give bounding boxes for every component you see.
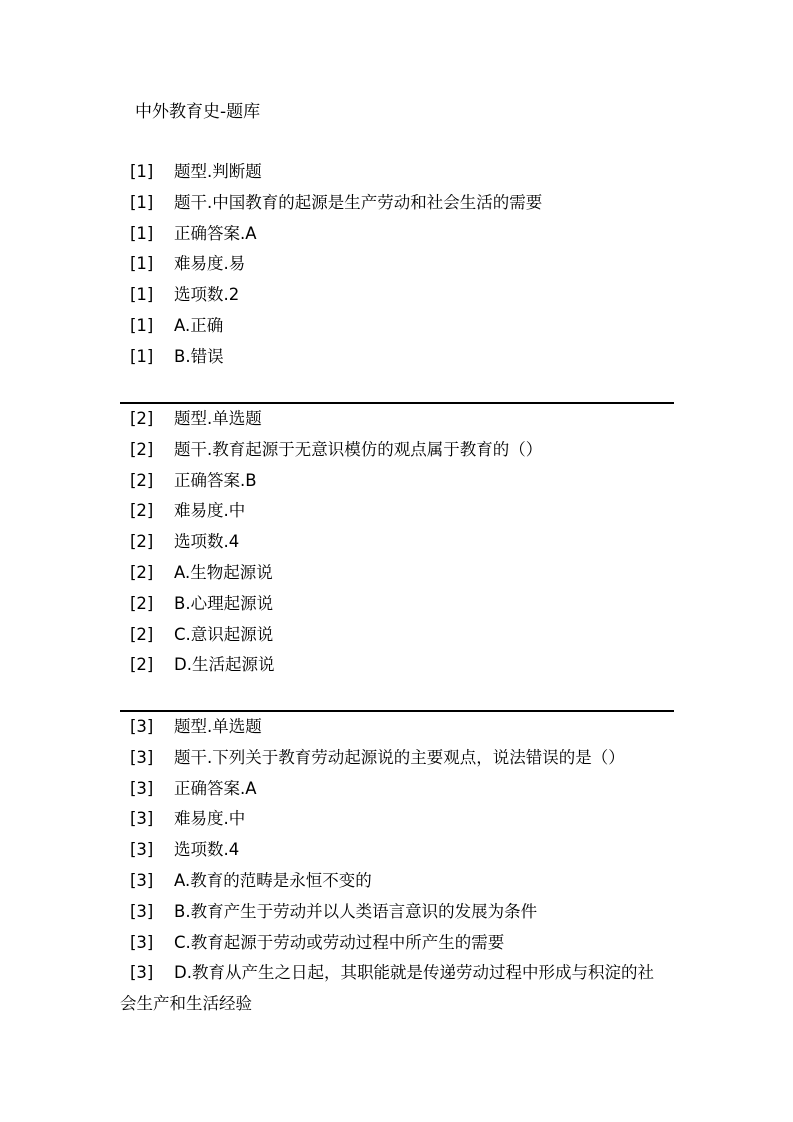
- question-number: [2]: [130, 532, 154, 552]
- question-line: [120, 435, 675, 466]
- question-number: [2]: [130, 470, 154, 490]
- question-number: [1]: [130, 285, 154, 305]
- question-type: 题型.单选题: [174, 717, 262, 736]
- question-line: [120, 774, 675, 805]
- question-option-count: 选项数.2: [174, 285, 240, 305]
- question-option-b: B.错误: [174, 346, 224, 366]
- question-line: [120, 280, 675, 311]
- question-number: [2]: [130, 593, 154, 613]
- question-line: [120, 249, 675, 280]
- question-line: [120, 958, 665, 1020]
- question-line: [120, 866, 675, 897]
- question-number: [3]: [130, 809, 154, 829]
- question-difficulty: 难易度.中: [174, 809, 246, 829]
- question-number: [2]: [130, 501, 154, 521]
- question-number: [1]: [130, 254, 154, 274]
- question-line: [120, 835, 675, 866]
- question-number: [1]: [130, 192, 154, 212]
- question-line: [120, 650, 675, 681]
- question-option-count: 选项数.4: [174, 840, 240, 860]
- question-number: [2]: [130, 409, 154, 428]
- question-line: [120, 527, 675, 558]
- question-line: [120, 620, 675, 651]
- question-number: [3]: [130, 747, 154, 767]
- question-stem: 题干.教育起源于无意识模仿的观点属于教育的（）: [174, 439, 543, 459]
- question-option-b: B.教育产生于劳动并以人类语言意识的发展为条件: [174, 901, 538, 921]
- question-line: [120, 804, 675, 835]
- question-line: [120, 743, 675, 774]
- question-number: [1]: [130, 315, 154, 335]
- question-number: [3]: [130, 870, 154, 890]
- question-number: [3]: [130, 901, 154, 921]
- question-line: [120, 466, 675, 497]
- question-line: [120, 219, 675, 250]
- question-number: [3]: [130, 778, 154, 798]
- question-line: [120, 311, 675, 342]
- document-title: 中外教育史-题库: [135, 102, 261, 122]
- question-number: [2]: [130, 624, 154, 644]
- question-line: [120, 157, 675, 188]
- question-option-d: D.生活起源说: [174, 655, 275, 675]
- question-block-2: [120, 406, 675, 681]
- question-type: 题型.判断题: [174, 162, 262, 181]
- question-line: [120, 404, 675, 435]
- question-stem: 题干.下列关于教育劳动起源说的主要观点，说法错误的是（）: [174, 747, 625, 767]
- question-line: [120, 589, 675, 620]
- question-line: [120, 188, 675, 219]
- question-line: [120, 928, 675, 959]
- question-answer: 正确答案.A: [174, 778, 257, 798]
- question-option-c: C.意识起源说: [174, 624, 274, 644]
- question-option-count: 选项数.4: [174, 532, 240, 552]
- question-number: [3]: [130, 963, 154, 983]
- question-difficulty: 难易度.易: [174, 254, 246, 274]
- question-block-3: [120, 714, 675, 1020]
- question-number: [1]: [130, 223, 154, 243]
- question-answer: 正确答案.A: [174, 223, 257, 243]
- question-option-d: D.教育从产生之日起，其职能就是传递劳动过程中形成与积淀的社会生产和生活经验: [120, 963, 654, 1014]
- question-number: [2]: [130, 655, 154, 675]
- question-line: [120, 496, 675, 527]
- question-option-a: A.教育的范畴是永恒不变的: [174, 870, 372, 890]
- question-answer: 正确答案.B: [174, 470, 257, 490]
- question-option-a: A.正确: [174, 315, 224, 335]
- question-option-a: A.生物起源说: [174, 562, 273, 582]
- question-line: [120, 558, 675, 589]
- question-option-c: C.教育起源于劳动或劳动过程中所产生的需要: [174, 932, 505, 952]
- question-line: [120, 897, 675, 928]
- question-difficulty: 难易度.中: [174, 501, 246, 521]
- question-number: [1]: [130, 346, 154, 366]
- question-number: [2]: [130, 439, 154, 459]
- question-line: [120, 342, 675, 373]
- question-type: 题型.单选题: [174, 409, 262, 428]
- question-number: [2]: [130, 562, 154, 582]
- question-option-b: B.心理起源说: [174, 593, 274, 613]
- question-number: [3]: [130, 717, 154, 736]
- question-stem: 题干.中国教育的起源是生产劳动和社会生活的需要: [174, 192, 543, 212]
- question-number: [3]: [130, 932, 154, 952]
- question-number: [3]: [130, 840, 154, 860]
- question-number: [1]: [130, 162, 154, 181]
- question-line: [120, 712, 675, 743]
- question-block-1: [120, 157, 675, 373]
